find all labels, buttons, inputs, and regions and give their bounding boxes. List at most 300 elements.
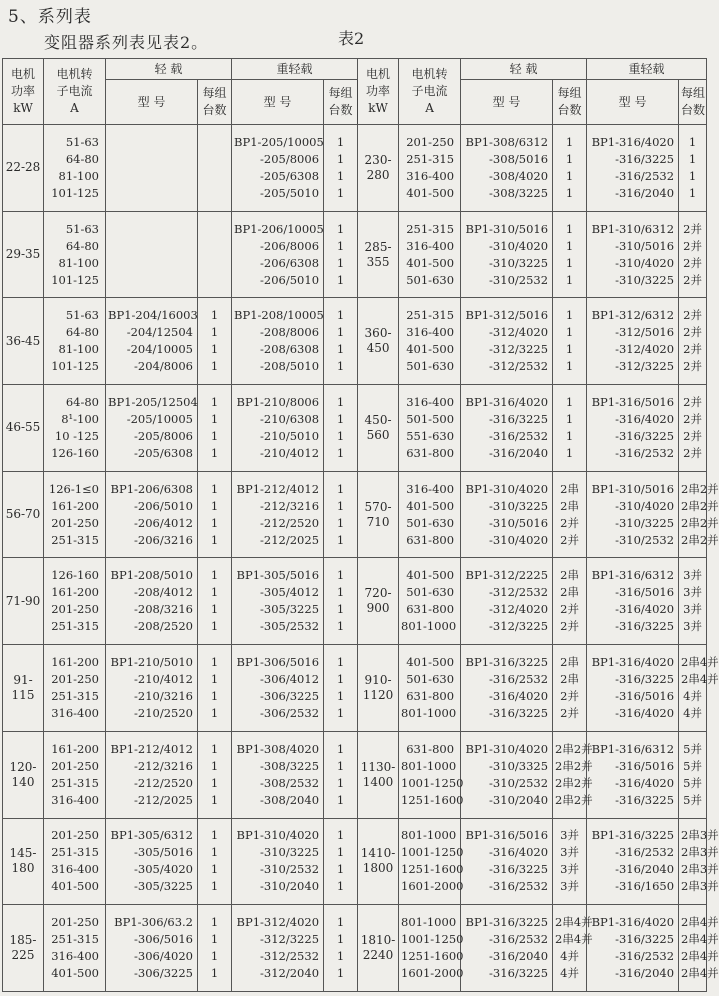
heavy-count: 2串4并 <box>681 949 719 964</box>
heavy-model: -305/2532 <box>260 619 320 634</box>
light-count: 1 <box>210 428 219 443</box>
light-count-cell <box>553 298 587 385</box>
rotor-current: 501-630 <box>406 585 455 600</box>
light-model: -310/2040 <box>489 792 549 807</box>
rotor-current-cell <box>44 211 106 298</box>
light-model: BP1-312/2225 <box>465 568 549 583</box>
power-header: 电机 功率 kW <box>3 59 44 125</box>
light-count: 2串4并 <box>555 915 593 930</box>
light-model: -306/5016 <box>134 932 193 947</box>
light-model: BP1-310/5016 <box>465 221 549 236</box>
heavy-model: -316/1650 <box>615 879 675 894</box>
heavy-count: 1 <box>336 411 345 426</box>
per-group-header: 每组 台数 <box>198 80 232 125</box>
light-count-cell <box>198 385 232 472</box>
heavy-count: 2串2并 <box>681 515 719 530</box>
light-count: 1 <box>210 671 219 686</box>
light-model: -316/4020 <box>489 688 549 703</box>
light-model: -312/3225 <box>489 619 549 634</box>
light-model: BP1-316/3225 <box>465 654 549 669</box>
light-count-cell <box>553 645 587 732</box>
rotor-current: 81-100 <box>58 342 99 357</box>
heavy-model: BP1-310/4020 <box>236 828 320 843</box>
heavy-count: 2串3并 <box>681 862 719 877</box>
light-count: 1 <box>210 394 219 409</box>
heavy-model: -310/2532 <box>615 532 675 547</box>
rotor-current: 401-500 <box>406 654 455 669</box>
rotor-current: 801-1000 <box>401 915 457 930</box>
light-model: -210/2520 <box>134 705 193 720</box>
light-count: 4并 <box>560 966 579 981</box>
heavy-model: BP1-208/10005 <box>234 308 324 323</box>
light-count: 1 <box>210 879 219 894</box>
heavy-model-cell <box>587 471 679 558</box>
rotor-current: 316-400 <box>51 792 99 807</box>
heavy-count: 1 <box>336 775 345 790</box>
light-model: -316/2532 <box>489 879 549 894</box>
rotor-current: 8¹-100 <box>61 411 99 426</box>
rotor-current: 631-800 <box>406 602 455 617</box>
heavy-count: 2并 <box>683 411 702 426</box>
heavy-model-cell <box>587 818 679 905</box>
heavy-count: 1 <box>336 915 345 930</box>
heavy-model-cell <box>587 645 679 732</box>
motor-power: 720-900 <box>358 558 399 645</box>
heavy-model: -310/2532 <box>260 862 320 877</box>
light-count: 1 <box>210 498 219 513</box>
light-count-cell <box>198 558 232 645</box>
heavy-count: 2串3并 <box>681 879 719 894</box>
rotor-current: 401-500 <box>51 966 99 981</box>
table-row <box>3 558 707 645</box>
rotor-current: 161-200 <box>51 585 99 600</box>
motor-power: 450-560 <box>358 385 399 472</box>
light-model-cell <box>461 471 553 558</box>
light-model: BP1-212/4012 <box>110 741 193 756</box>
heavy-count: 4并 <box>683 705 702 720</box>
light-model: -316/3225 <box>489 705 549 720</box>
light-count: 1 <box>210 411 219 426</box>
rotor-current-cell <box>399 818 464 905</box>
light-count-cell <box>553 905 593 992</box>
heavy-count-cell <box>324 818 358 905</box>
heavy-model: -310/4020 <box>615 498 675 513</box>
rotor-current: 801-1000 <box>401 828 457 843</box>
heavy-count: 1 <box>336 151 345 166</box>
rotor-current: 51-63 <box>65 134 99 149</box>
light-count-cell <box>553 471 587 558</box>
light-model: -312/2532 <box>489 359 549 374</box>
light-count: 2串 <box>560 498 579 513</box>
light-count: 3并 <box>560 879 579 894</box>
light-count: 1 <box>565 185 574 200</box>
heavy-count: 1 <box>336 966 345 981</box>
heavy-model: -208/8006 <box>260 325 320 340</box>
motor-power: 71-90 <box>3 558 44 645</box>
heavy-count-cell <box>679 125 707 212</box>
heavy-count: 2并 <box>683 342 702 357</box>
heavy-count-cell <box>324 731 358 818</box>
light-model: -205/8006 <box>134 428 193 443</box>
table-title: 表2 <box>338 29 365 48</box>
light-count: 1 <box>210 654 219 669</box>
heavy-count: 2串4并 <box>681 915 719 930</box>
light-count: 1 <box>565 168 574 183</box>
heavy-model: BP1-206/10005 <box>234 221 324 236</box>
heavy-model: -210/5010 <box>260 428 320 443</box>
light-count: 1 <box>210 932 219 947</box>
heavy-model: BP1-308/4020 <box>236 741 320 756</box>
heavy-count: 5并 <box>683 775 702 790</box>
rotor-current-cell <box>44 385 106 472</box>
heavy-count: 1 <box>336 568 345 583</box>
heavy-model-cell <box>232 645 324 732</box>
rotor-current: 801-1000 <box>401 619 457 634</box>
light-model-cell <box>106 385 198 472</box>
heavy-model: BP1-316/4020 <box>591 654 675 669</box>
light-model: -212/2025 <box>134 792 193 807</box>
heavy-model: -316/2532 <box>615 445 675 460</box>
light-count: 1 <box>210 966 219 981</box>
model-header: 型 号 <box>106 80 198 125</box>
rotor-current-cell <box>399 385 461 472</box>
rotor-current: 401-500 <box>406 498 455 513</box>
heavy-model: -306/2532 <box>260 705 320 720</box>
motor-power: 22-28 <box>3 125 44 212</box>
motor-power: 570-710 <box>358 471 399 558</box>
rotor-current: 501-630 <box>406 272 455 287</box>
heavy-count-cell <box>324 645 358 732</box>
heavy-count: 1 <box>336 949 345 964</box>
heavy-model: -305/4012 <box>260 585 320 600</box>
heavy-model: -308/2040 <box>260 792 320 807</box>
light-count-cell <box>553 818 587 905</box>
light-count: 2串 <box>560 585 579 600</box>
rotor-current: 1251-1600 <box>401 949 464 964</box>
heavy-count-cell <box>679 558 707 645</box>
heavy-model: -208/5010 <box>260 359 320 374</box>
heavy-count: 1 <box>336 272 345 287</box>
heavy-count: 2串4并 <box>681 966 719 981</box>
light-model-cell <box>461 731 553 818</box>
light-model: -312/2532 <box>489 585 549 600</box>
heavy-model: -310/3225 <box>260 845 320 860</box>
rotor-current-cell <box>44 731 106 818</box>
light-count: 1 <box>210 515 219 530</box>
heavy-model: -316/3225 <box>615 619 675 634</box>
heavy-model: -316/3225 <box>615 671 675 686</box>
light-count: 2并 <box>560 532 579 547</box>
heavy-count: 1 <box>336 932 345 947</box>
rotor-current: 126-160 <box>51 568 99 583</box>
heavy-model: -316/2040 <box>615 862 675 877</box>
light-model: -212/2520 <box>134 775 193 790</box>
light-model: -308/3225 <box>489 185 549 200</box>
rotor-current: 631-800 <box>406 741 455 756</box>
rotor-current: 316-400 <box>51 949 99 964</box>
table-row <box>3 125 707 212</box>
light-model: BP1-310/4020 <box>465 481 549 496</box>
heavy-model-cell <box>232 905 324 992</box>
table-row <box>3 211 707 298</box>
heavy-count: 1 <box>688 134 697 149</box>
light-model: BP1-204/16003 <box>108 308 198 323</box>
rotor-current: 251-315 <box>51 619 99 634</box>
light-model-cell <box>106 298 198 385</box>
section-title: 5、系列表 <box>8 7 92 27</box>
light-count: 1 <box>210 532 219 547</box>
heavy-model-cell <box>587 385 679 472</box>
light-model: -212/3216 <box>134 758 193 773</box>
heavy-model: -316/3225 <box>615 428 675 443</box>
heavy-count: 2串3并 <box>681 845 719 860</box>
light-count: 1 <box>565 134 574 149</box>
heavy-count: 1 <box>336 168 345 183</box>
table-row <box>3 645 707 732</box>
rotor-current: 1601-2000 <box>401 879 464 894</box>
heavy-model: -205/8006 <box>260 151 320 166</box>
heavy-count-cell <box>324 558 358 645</box>
light-model: -316/2532 <box>489 428 549 443</box>
light-count: 1 <box>210 688 219 703</box>
heavy-count: 2并 <box>683 221 702 236</box>
heavy-model: BP1-310/5016 <box>591 481 675 496</box>
heavy-count: 1 <box>336 445 345 460</box>
light-model-cell <box>106 211 198 298</box>
rotor-current: 551-630 <box>406 428 455 443</box>
light-model: -310/3325 <box>489 758 549 773</box>
light-count: 2串2并 <box>555 792 593 807</box>
light-count-cell <box>198 298 232 385</box>
light-count: 1 <box>565 151 574 166</box>
heavy-model-cell <box>232 125 324 212</box>
light-count: 1 <box>565 411 574 426</box>
light-count: 1 <box>210 359 219 374</box>
heavy-count: 1 <box>336 671 345 686</box>
heavy-model: -316/5016 <box>615 758 675 773</box>
heavy-count: 2并 <box>683 445 702 460</box>
heavy-model: -316/4020 <box>615 411 675 426</box>
heavy-model: -312/5016 <box>615 325 675 340</box>
heavy-count-cell <box>324 298 358 385</box>
rotor-current: 401-500 <box>406 255 455 270</box>
light-model-cell <box>461 211 553 298</box>
light-model: -306/3225 <box>134 966 193 981</box>
motor-power: 360-450 <box>358 298 399 385</box>
light-count: 1 <box>210 845 219 860</box>
heavy-count: 1 <box>336 325 345 340</box>
heavy-model: -206/5010 <box>260 272 320 287</box>
motor-power: 230-280 <box>358 125 399 212</box>
light-model-cell <box>461 298 553 385</box>
light-count: 1 <box>565 308 574 323</box>
rotor-current: 501-500 <box>406 411 455 426</box>
light-model: BP1-310/4020 <box>465 741 549 756</box>
rotor-current: 501-630 <box>406 671 455 686</box>
heavy-count: 2串2并 <box>681 532 719 547</box>
heavy-count: 1 <box>336 394 345 409</box>
light-count: 1 <box>210 949 219 964</box>
light-model: -316/2040 <box>489 445 549 460</box>
light-count: 1 <box>565 342 574 357</box>
rotor-current: 1001-1250 <box>401 932 464 947</box>
heavy-model: -212/2025 <box>260 532 320 547</box>
rotor-current-cell <box>44 558 106 645</box>
light-model: -208/3216 <box>134 602 193 617</box>
heavy-count-cell <box>324 385 358 472</box>
heavy-count: 1 <box>336 688 345 703</box>
heavy-model: -316/4020 <box>615 705 675 720</box>
rotor-current: 101-125 <box>51 272 99 287</box>
power-header: 电机 功率 kW <box>358 59 399 125</box>
light-count: 1 <box>565 255 574 270</box>
light-model: BP1-210/5010 <box>110 654 193 669</box>
heavy-count: 1 <box>336 238 345 253</box>
light-model: BP1-305/6312 <box>110 828 193 843</box>
rotor-current: 101-125 <box>51 359 99 374</box>
heavy-model: BP1-316/4020 <box>591 915 675 930</box>
heavy-model: -310/4020 <box>615 255 675 270</box>
light-model: BP1-306/63.2 <box>114 915 193 930</box>
light-count-cell <box>553 731 593 818</box>
rotor-current: 1601-2000 <box>401 966 464 981</box>
light-load-header: 轻 载 <box>461 59 587 80</box>
rotor-current-cell <box>399 558 461 645</box>
heavy-count-cell <box>679 905 719 992</box>
heavy-count: 1 <box>336 532 345 547</box>
light-model: -206/4012 <box>134 515 193 530</box>
heavy-model: BP1-312/4020 <box>236 915 320 930</box>
rotor-current-cell <box>44 818 106 905</box>
rotor-current-cell <box>399 731 464 818</box>
light-model: BP1-316/5016 <box>465 828 549 843</box>
light-count: 2串2并 <box>555 775 593 790</box>
rotor-current: 1001-1250 <box>401 845 464 860</box>
light-count: 1 <box>210 568 219 583</box>
light-count: 1 <box>210 445 219 460</box>
heavy-count: 5并 <box>683 792 702 807</box>
rotor-current: 631-800 <box>406 532 455 547</box>
heavy-count: 2并 <box>683 272 702 287</box>
light-count: 2串 <box>560 481 579 496</box>
rotor-current: 126-1≤0 <box>48 481 99 496</box>
heavy-count: 1 <box>336 619 345 634</box>
light-model: -310/3225 <box>489 498 549 513</box>
heavy-model-cell <box>232 385 324 472</box>
light-model: -306/4020 <box>134 949 193 964</box>
heavy-model-cell <box>232 558 324 645</box>
light-model: -310/4020 <box>489 532 549 547</box>
heavy-count: 1 <box>688 168 697 183</box>
rotor-current: 201-250 <box>51 671 99 686</box>
light-count: 1 <box>565 359 574 374</box>
heavy-model: -308/2532 <box>260 775 320 790</box>
heavy-model: -316/2532 <box>615 949 675 964</box>
heavy-model: -206/8006 <box>260 238 320 253</box>
rotor-current: 401-500 <box>406 342 455 357</box>
rotor-current: 251-315 <box>51 932 99 947</box>
heavy-model: -316/2040 <box>615 185 675 200</box>
heavy-model: -210/4012 <box>260 445 320 460</box>
heavy-model: -305/3225 <box>260 602 320 617</box>
rotor-current: 101-125 <box>51 185 99 200</box>
light-count: 1 <box>565 428 574 443</box>
table-row <box>3 905 707 992</box>
light-model: -310/3225 <box>489 255 549 270</box>
rotor-current: 126-160 <box>51 445 99 460</box>
heavy-count: 1 <box>336 705 345 720</box>
light-count: 1 <box>565 272 574 287</box>
heavy-model: -206/6308 <box>260 255 320 270</box>
heavy-model: -205/5010 <box>260 185 320 200</box>
heavy-count-cell <box>679 298 707 385</box>
rotor-current-cell <box>399 471 461 558</box>
table-row <box>3 471 707 558</box>
light-model: -210/4012 <box>134 671 193 686</box>
rotor-current: 316-400 <box>406 238 455 253</box>
light-model: -310/2532 <box>489 272 549 287</box>
heavy-count: 3并 <box>683 602 702 617</box>
light-count: 1 <box>565 221 574 236</box>
light-count: 1 <box>565 325 574 340</box>
heavy-model: BP1-316/6312 <box>591 568 675 583</box>
light-model: -206/3216 <box>134 532 193 547</box>
light-count: 2串2并 <box>555 741 593 756</box>
heavy-count: 1 <box>336 515 345 530</box>
light-model: BP1-208/5010 <box>110 568 193 583</box>
light-model-cell <box>461 818 553 905</box>
heavy-count: 2并 <box>683 428 702 443</box>
heavy-model: -310/3225 <box>615 272 675 287</box>
light-count: 1 <box>210 775 219 790</box>
light-count-cell <box>553 211 587 298</box>
model-header: 型 号 <box>461 80 553 125</box>
table-row <box>3 298 707 385</box>
table-row <box>3 731 707 818</box>
light-count: 1 <box>565 394 574 409</box>
heavy-count: 2并 <box>683 394 702 409</box>
heavy-count: 1 <box>336 428 345 443</box>
heavy-count: 1 <box>336 654 345 669</box>
light-load-header: 轻 载 <box>106 59 232 80</box>
light-count: 2并 <box>560 619 579 634</box>
heavy-count: 1 <box>336 758 345 773</box>
heavy-model: -210/6308 <box>260 411 320 426</box>
heavy-count: 1 <box>336 185 345 200</box>
light-count: 2串 <box>560 654 579 669</box>
heavy-count: 2并 <box>683 238 702 253</box>
heavy-count: 5并 <box>683 741 702 756</box>
light-count: 1 <box>210 705 219 720</box>
motor-power: 36-45 <box>3 298 44 385</box>
heavy-model: -316/2040 <box>615 966 675 981</box>
rotor-current: 201-250 <box>51 915 99 930</box>
heavy-load-header: 重轻载 <box>232 59 358 80</box>
heavy-count-cell <box>679 818 719 905</box>
light-model: -312/3225 <box>489 342 549 357</box>
rotor-current: 1001-1250 <box>401 775 464 790</box>
rotor-current: 631-800 <box>406 688 455 703</box>
heavy-count-cell <box>324 905 358 992</box>
heavy-model: -316/4020 <box>615 602 675 617</box>
heavy-count: 1 <box>336 134 345 149</box>
rotor-current: 801-1000 <box>401 758 457 773</box>
heavy-model: -212/2520 <box>260 515 320 530</box>
heavy-model: BP1-316/6312 <box>591 741 675 756</box>
motor-power: 1410-1800 <box>358 818 399 905</box>
light-count-cell <box>198 125 232 212</box>
light-model: -204/12504 <box>126 325 193 340</box>
